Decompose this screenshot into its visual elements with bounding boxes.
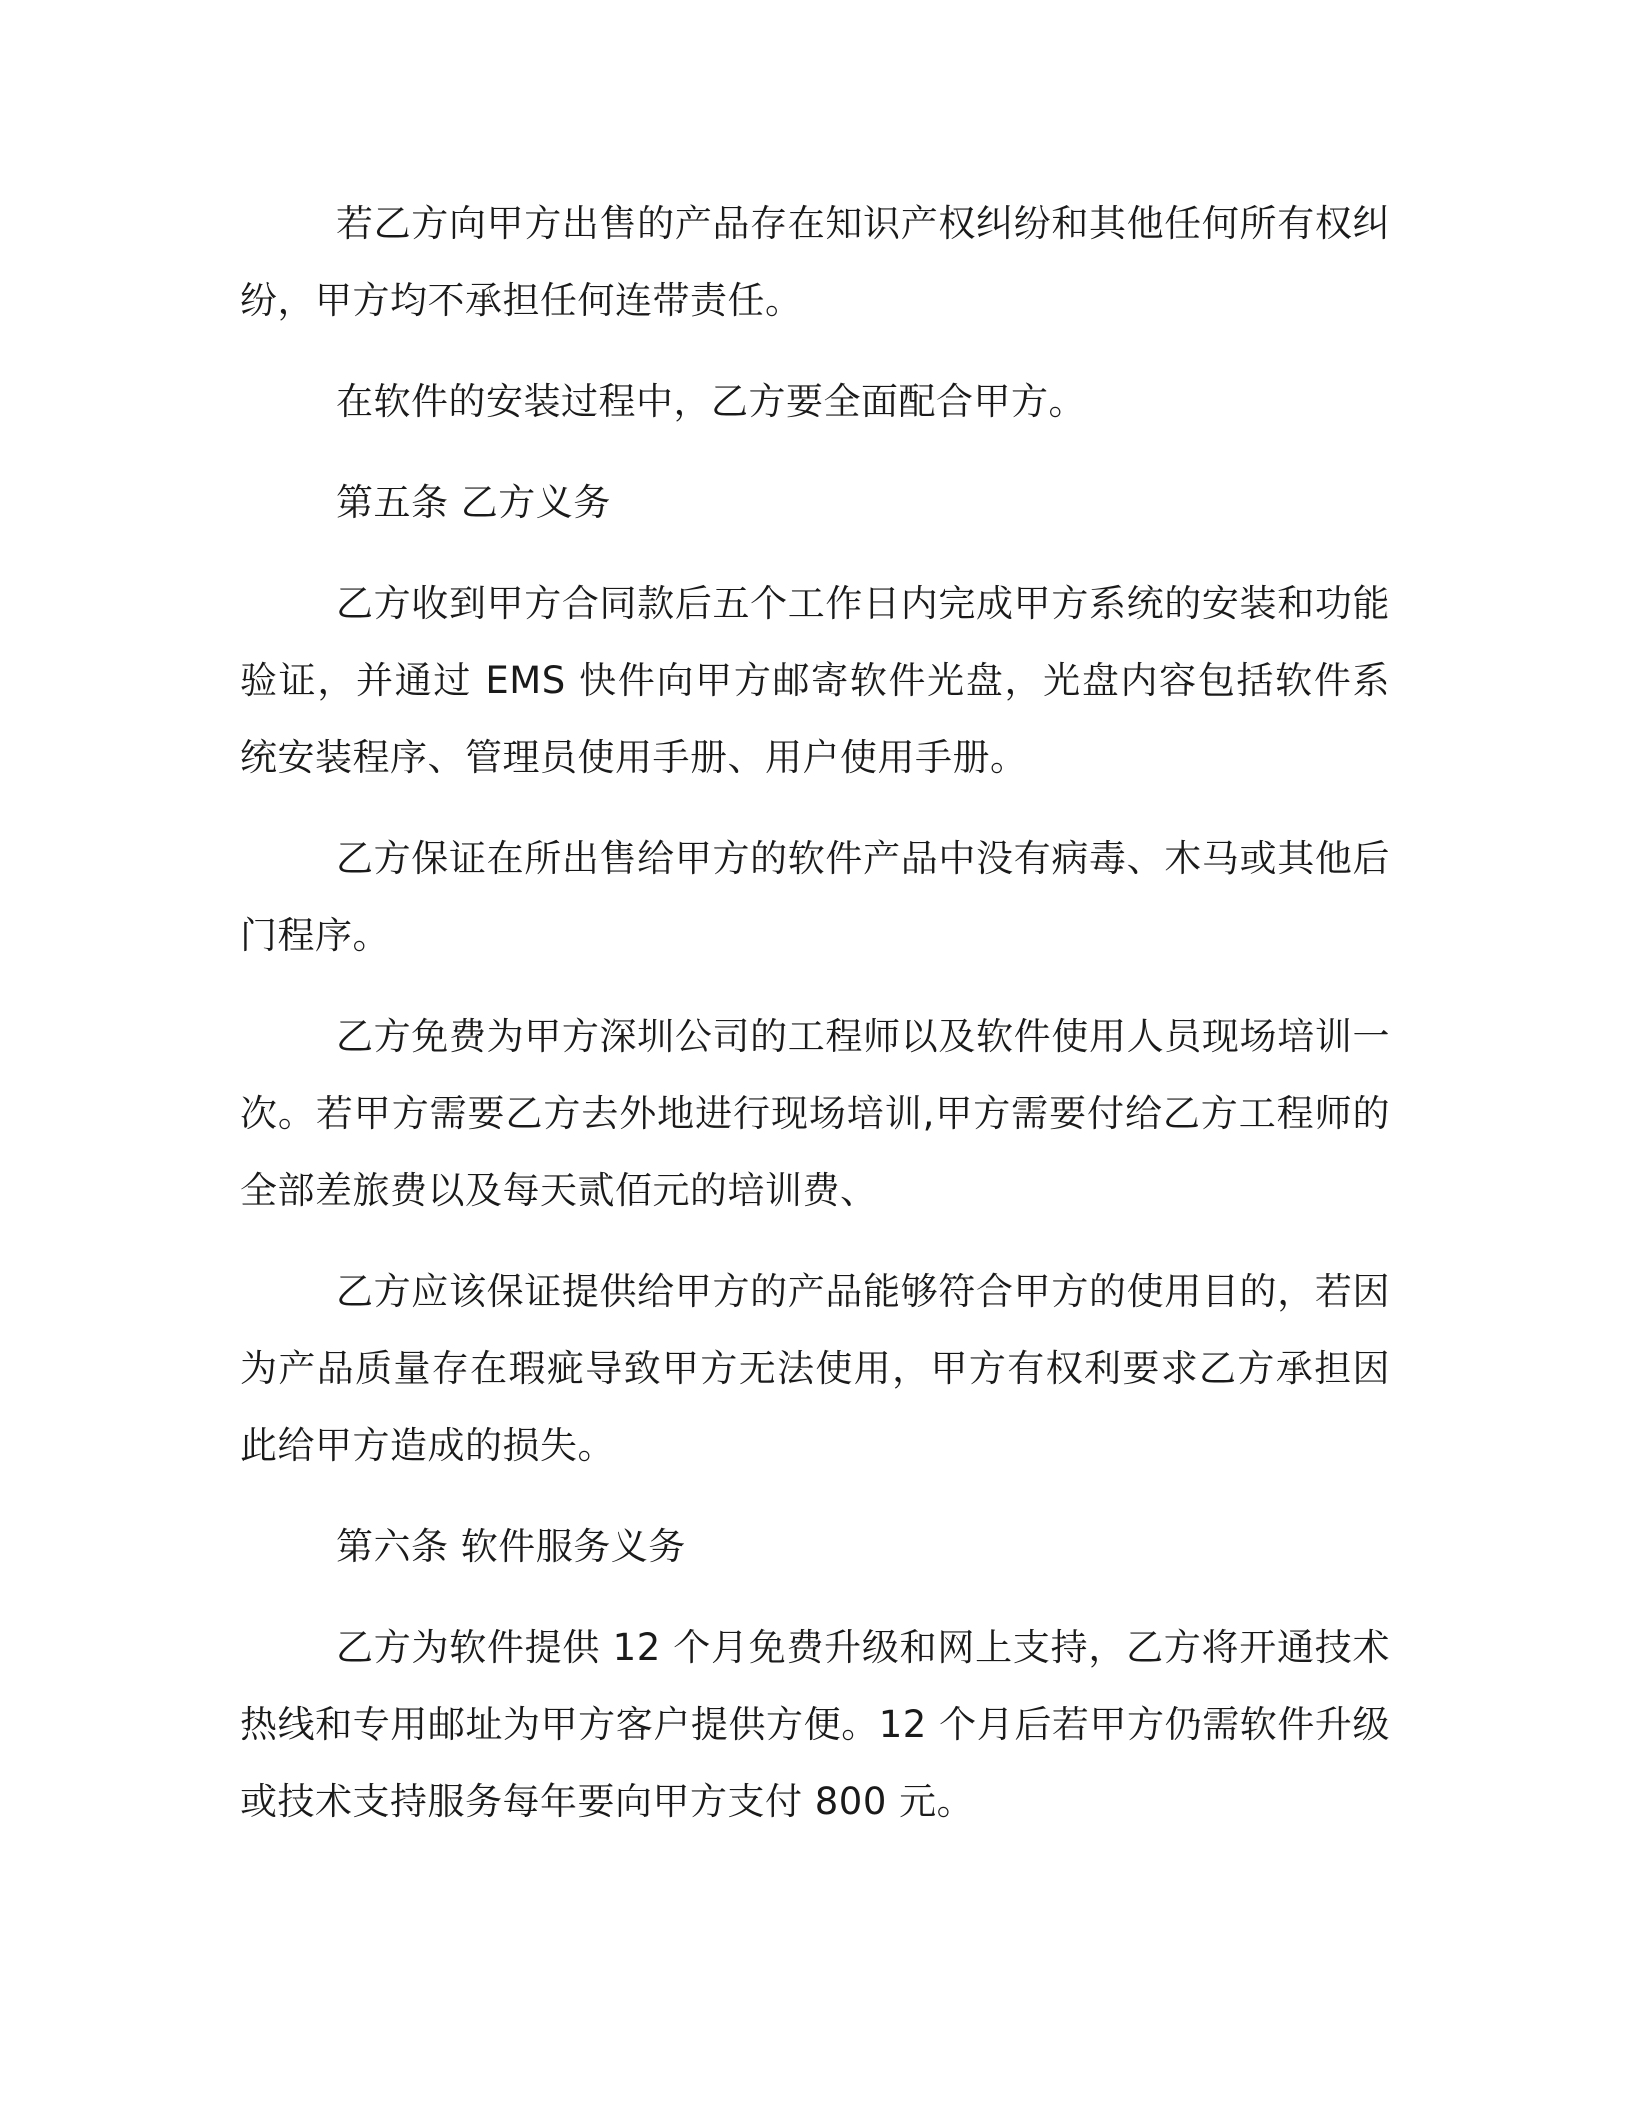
- paragraph-quality-guarantee: 乙方应该保证提供给甲方的产品能够符合甲方的使用目的，若因为产品质量存在瑕疵导致甲方无法使用，甲方有权利要求乙方承担因此给甲方造成的损失。: [240, 1270, 1390, 1467]
- section-heading-article-6: 第六条 软件服务义务: [336, 1525, 686, 1568]
- paragraph-ip-disputes: 若乙方向甲方出售的产品存在知识产权纠纷和其他任何所有权纠纷，甲方均不承担任何连带责任。: [240, 202, 1390, 322]
- section-heading-article-5: 第五条 乙方义务: [336, 481, 611, 524]
- paragraph-no-malware: 乙方保证在所出售给甲方的软件产品中没有病毒、木马或其他后门程序。: [240, 837, 1390, 957]
- paragraph-service-support: 乙方为软件提供 12 个月免费升级和网上支持，乙方将开通技术热线和专用邮址为甲方客户提供方便。12 个月后若甲方仍需软件升级或技术支持服务每年要向甲方支付 800 元。: [240, 1626, 1390, 1823]
- document-body: [240, 185, 1390, 1864]
- paragraph-installation-delivery: 乙方收到甲方合同款后五个工作日内完成甲方系统的安装和功能验证，并通过 EMS 快件向甲方邮寄软件光盘，光盘内容包括软件系统安装程序、管理员使用手册、用户使用手册。: [240, 582, 1390, 779]
- paragraph-installation-cooperation: 在软件的安装过程中，乙方要全面配合甲方。: [336, 380, 1086, 423]
- paragraph-training: 乙方免费为甲方深圳公司的工程师以及软件使用人员现场培训一次。若甲方需要乙方去外地进行现场培训,甲方需要付给乙方工程师的全部差旅费以及每天贰佰元的培训费、: [240, 1015, 1390, 1212]
